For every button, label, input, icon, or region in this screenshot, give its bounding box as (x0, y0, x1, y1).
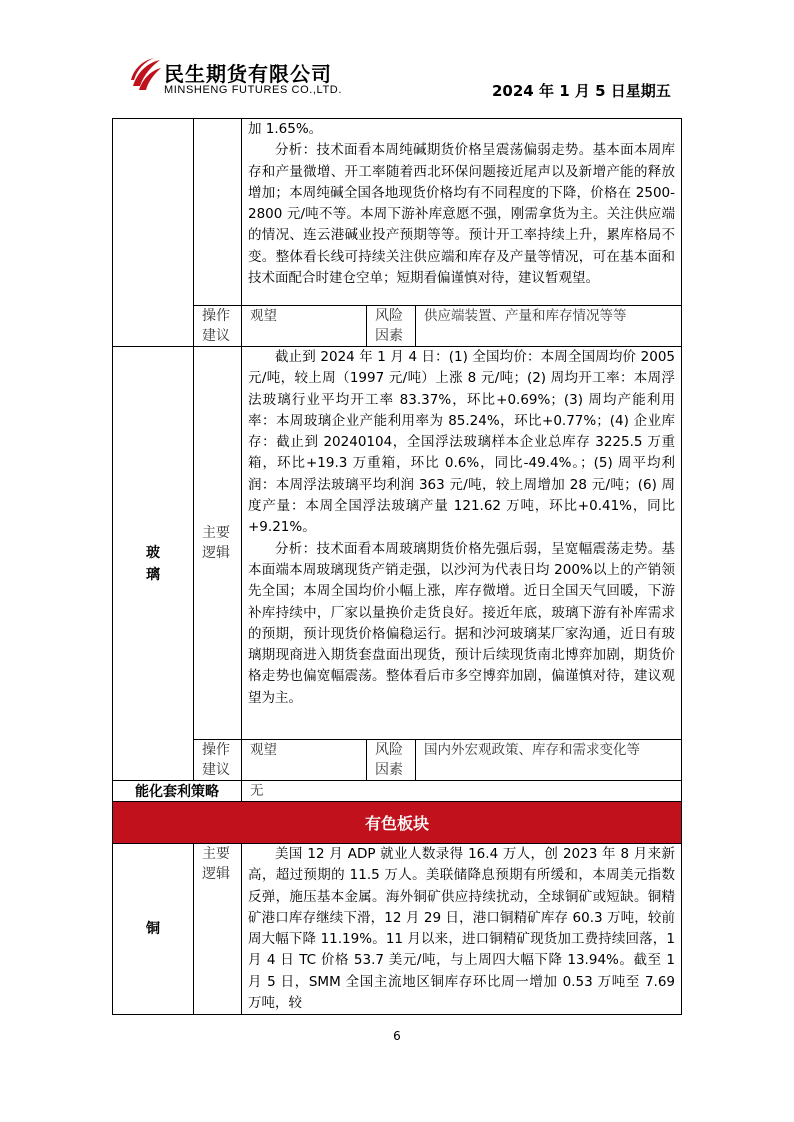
soda-risk-label: 风险因素 (367, 306, 416, 347)
strategy-table (112, 118, 682, 1015)
glass-logic-row (113, 347, 682, 740)
page-number: 6 (393, 1029, 401, 1043)
energy-arbitrage-row (113, 781, 682, 802)
company-logo (130, 56, 370, 102)
copper-category: 铜 (113, 844, 194, 1015)
soda-logic-label-cell (194, 119, 242, 306)
nonferrous-section-row (113, 802, 682, 844)
soda-logic-row (113, 119, 682, 306)
soda-logic-cell (242, 119, 682, 306)
copper-logic-row (113, 844, 682, 1015)
energy-arbitrage-value: 无 (242, 781, 682, 802)
energy-arbitrage-label: 能化套利策略 (113, 781, 242, 802)
glass-logic-cell (242, 347, 682, 740)
glass-risk-value: 国内外宏观政策、库存和需求变化等 (416, 740, 682, 781)
copper-logic-label: 主要逻辑 (194, 844, 242, 1015)
glass-risk-label: 风险因素 (367, 740, 416, 781)
glass-operation-row (113, 740, 682, 781)
soda-operation-row (113, 306, 682, 347)
copper-logic-cell (242, 844, 682, 1015)
soda-risk-value: 供应端装置、产量和库存情况等等 (416, 306, 682, 347)
company-name-cn: 民生期货有限公司 (164, 62, 332, 86)
glass-logic-label: 主要逻辑 (194, 347, 242, 740)
soda-logic-paragraph: 加 1.65%。 (248, 121, 323, 137)
glass-op-value: 观望 (242, 740, 367, 781)
glass-category (113, 347, 194, 781)
soda-op-label: 操作建议 (194, 306, 242, 347)
company-name-en: MINSHENG FUTURES CO.,LTD. (164, 84, 342, 96)
copper-logic-paragraph: 美国 12 月 ADP 就业人数录得 16.4 万人，创 2023 年 8 月来新高，超过预期的 11.5 万人。美联储降息预期有所缓和，本周美元指数反弹，施压基本金属。海外铜矿供应持续扰动，全球铜矿或短缺。铜精矿港口库存继续下滑，12 月 29 日，港口铜精矿库存 60.3 万吨，较前周大幅下降 11.19%。11 月以来，进口铜精矿现货加工费持续回落，1 月 4 日 TC 价格 53.7 美元/吨，与上周四大幅下降 13.94%。截至 1 月 5 日，SMM 全国主流地区铜库存环比周一增加 0.53 万吨至 7.69 万吨，较 (248, 846, 676, 1012)
minsheng-logo-icon (130, 56, 162, 96)
report-date: 2024 年 1 月 5 日星期五 (492, 82, 671, 100)
glass-op-label: 操作建议 (194, 740, 242, 781)
glass-logic-paragraph: 截止到 2024 年 1 月 4 日：(1) 全国均价：本周全国周均价 2005 元/吨，较上周（1997 元/吨）上涨 8 元/吨；(2) 周均开工率：本周浮法玻璃行业平均开工率 83.37%，环比+0.69%；(3) 周均产能利用率：本周玻璃企业产能利用率为 85.24%，环比+0.77%；(4) 企业库存：截止到 20240104，全国浮法玻璃样本企业总库存 3225.5 万重箱，环比+19.3 万重箱，环比 0.6%，同比-49.4%。；(5) 周平均利润：本周浮法玻璃平均利润 363 元/吨，较上周增加 28 元/吨；(6) 周度产量：本周全国浮法玻璃产量 121.62 万吨，环比+0.41%，同比+9.21%。 (248, 349, 676, 536)
glass-logic-paragraph: 分析：技术面看本周玻璃期货价格先强后弱，呈宽幅震荡走势。基本面端本周玻璃现货产销走强，以沙河为代表日均 200%以上的产销领先全国；本周全国均价小幅上涨，库存微增。近日全国天气回暖，下游补库持续中，厂家以量换价走货良好。接近年底，玻璃下游有补库需求的预期，预计现货价格偏稳运行。据和沙河玻璃某厂家沟通，近日有玻璃期现商进入期货套盘面出现货，预计后续现货南北博弈加剧，期货价格走势也偏宽幅震荡。整体看后市多空博弈加剧，偏谨慎对待，建议观望为主。 (248, 540, 676, 706)
nonferrous-section-title: 有色板块 (113, 802, 682, 844)
soda-category-cell (113, 119, 194, 347)
soda-op-value: 观望 (242, 306, 367, 347)
soda-logic-paragraph: 分析：技术面看本周纯碱期货价格呈震荡偏弱走势。基本面本周库存和产量微增、开工率随着西北环保问题接近尾声以及新增产能的释放增加；本周纯碱全国各地现货价格均有不同程度的下降，价格在 2500-2800 元/吨不等。本周下游补库意愿不强，刚需拿货为主。关注供应端的情况、连云港碱业投产预期等等。预计开工率持续上升，累库格局不变。整体看长线可持续关注供应端和库存及产量等情况，可在基本面和技术面配合时建仓空单；短期看偏谨慎对待，建议暂观望。 (248, 142, 676, 287)
glass-category-label: 玻璃 (146, 544, 160, 583)
